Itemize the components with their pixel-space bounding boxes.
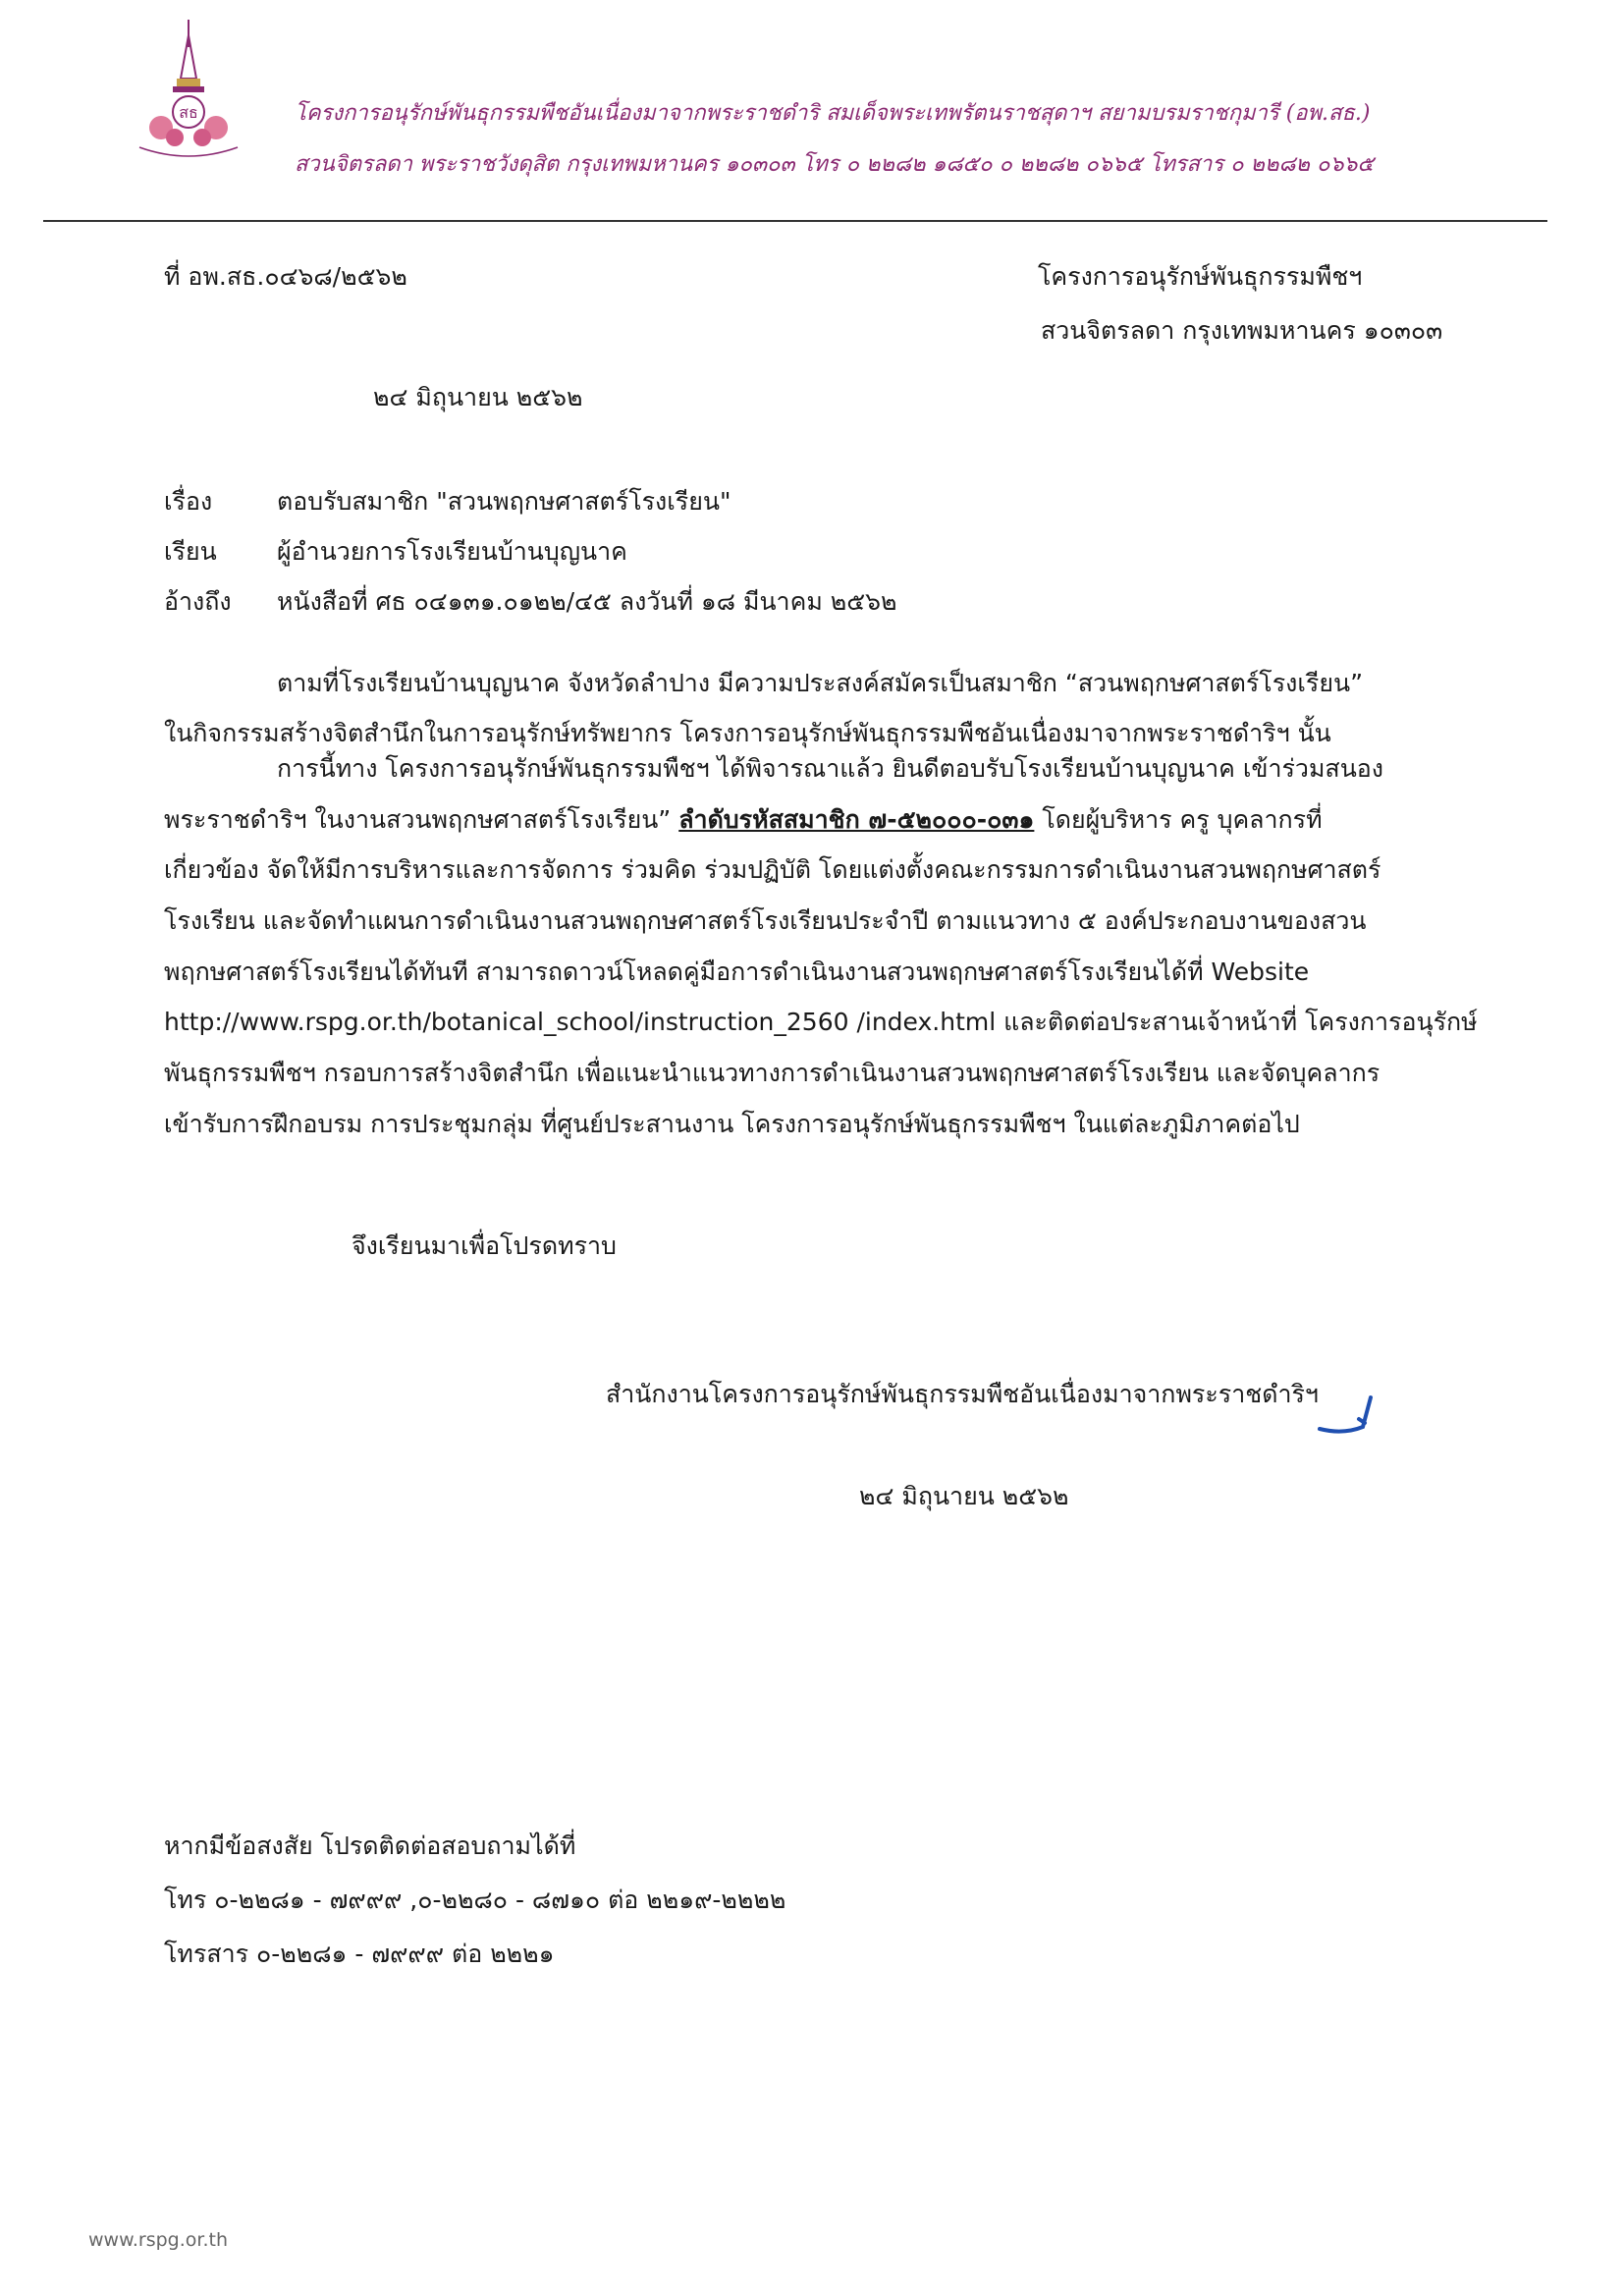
body-line: พันธุกรรมพืชฯ กรอบการสร้างจิตสำนึก เพื่อแนะนำแนวทางการดำเนินงานสวนพฤกษศาสตร์โรงเรียน และจัดบุคลากร xyxy=(164,1059,1380,1087)
closing-phrase: จึงเรียนมาเพื่อโปรดทราบ xyxy=(352,1231,617,1260)
body-line: ตามที่โรงเรียนบ้านบุญนาค จังหวัดลำปาง มีความประสงค์สมัครเป็นสมาชิก “สวนพฤกษศาสตร์โรงเรียน” xyxy=(277,669,1364,697)
letterhead-line-1: โครงการอนุรักษ์พันธุกรรมพืชอันเนื่องมาจากพระราชดำริ สมเด็จพระเทพรัตนราชสุดาฯ สยามบรมราชกุมารี (อพ.สธ.) xyxy=(295,101,1371,126)
contact-fax: โทรสาร ๐-๒๒๘๑ - ๗๙๙๙ ต่อ ๒๒๒๑ xyxy=(164,1940,555,1968)
body-text: โดยผู้บริหาร ครู บุคลากรที่ xyxy=(1034,805,1323,834)
letterhead-line-2: สวนจิตรลดา พระราชวังดุสิต กรุงเทพมหานคร ๑๐๓๐๓ โทร ๐ ๒๒๘๒ ๑๘๕๐ ๐ ๒๒๘๒ ๐๖๖๕ โทรสาร ๐ ๒๒๘๒ ๐๖๖๕ xyxy=(295,152,1375,177)
sender-org-line-1: โครงการอนุรักษ์พันธุกรรมพืชฯ xyxy=(1038,262,1363,291)
letter-date: ๒๔ มิถุนายน ๒๕๖๒ xyxy=(373,383,583,411)
body-line xyxy=(164,800,1323,840)
signing-office: สำนักงานโครงการอนุรักษ์พันธุกรรมพืชอันเนื่องมาจากพระราชดำริฯ xyxy=(606,1380,1319,1408)
reference-number: ที่ อพ.สธ.๐๔๖๘/๒๕๖๒ xyxy=(164,262,407,291)
reference-value: หนังสือที่ ศธ ๐๔๑๓๑.๐๑๒๒/๔๕ ลงวันที่ ๑๘ มีนาคม ๒๕๖๒ xyxy=(277,587,897,616)
body-line-url: http://www.rspg.or.th/botanical_school/instruction_2560 /index.html และติดต่อประสานเจ้าหน้าที่ โครงการอนุรักษ์ xyxy=(164,1008,1478,1036)
contact-phone: โทร ๐-๒๒๘๑ - ๗๙๙๙ ,๐-๒๒๘๐ - ๘๗๑๐ ต่อ ๒๒๑๙-๒๒๒๒ xyxy=(164,1886,786,1914)
recipient-label: เรียน xyxy=(164,537,217,566)
signature-date: ๒๔ มิถุนายน ๒๕๖๒ xyxy=(859,1482,1069,1510)
recipient-value: ผู้อำนวยการโรงเรียนบ้านบุญนาค xyxy=(277,537,627,566)
body-line: พฤกษศาสตร์โรงเรียนได้ทันที สามารถดาวน์โหลดคู่มือการดำเนินงานสวนพฤกษศาสตร์โรงเรียนได้ที่ Website xyxy=(164,957,1310,986)
rspg-emblem-icon xyxy=(132,18,245,165)
sender-org-line-2: สวนจิตรลดา กรุงเทพมหานคร ๑๐๓๐๓ xyxy=(1041,316,1443,345)
reference-label: อ้างถึง xyxy=(164,587,232,616)
member-code: ลำดับรหัสสมาชิก ๗-๕๒๐๐๐-๐๓๑ xyxy=(678,805,1035,834)
body-line: โรงเรียน และจัดทำแผนการดำเนินงานสวนพฤกษศาสตร์โรงเรียนประจำปี ตามแนวทาง ๕ องค์ประกอบงานของสวน xyxy=(164,906,1367,935)
body-line: ในกิจกรรมสร้างจิตสำนึกในการอนุรักษ์ทรัพยากร โครงการอนุรักษ์พันธุกรรมพืชอันเนื่องมาจากพระราชดำริฯ นั้น xyxy=(164,719,1331,747)
footer-website: www.rspg.or.th xyxy=(88,2229,229,2251)
header-divider xyxy=(43,220,1547,222)
subject-value: ตอบรับสมาชิก "สวนพฤกษศาสตร์โรงเรียน" xyxy=(277,487,731,516)
contact-heading: หากมีข้อสงสัย โปรดติดต่อสอบถามได้ที่ xyxy=(164,1831,576,1860)
body-line: การนี้ทาง โครงการอนุรักษ์พันธุกรรมพืชฯ ได้พิจารณาแล้ว ยินดีตอบรับโรงเรียนบ้านบุญนาค เข้าร่วมสนอง xyxy=(277,754,1384,783)
body-line: เข้ารับการฝึกอบรม การประชุมกลุ่ม ที่ศูนย์ประสานงาน โครงการอนุรักษ์พันธุกรรมพืชฯ ในแต่ละภูมิภาคต่อไป xyxy=(164,1110,1300,1138)
svg-text:สธ: สธ xyxy=(179,103,198,122)
body-line: เกี่ยวข้อง จัดให้มีการบริหารและการจัดการ ร่วมคิด ร่วมปฏิบัติ โดยแต่งตั้งคณะกรรมการดำเนินงานสวนพฤกษศาสตร์ xyxy=(164,855,1381,884)
body-text: พระราชดำริฯ ในงานสวนพฤกษศาสตร์โรงเรียน” xyxy=(164,805,679,834)
subject-label: เรื่อง xyxy=(164,487,213,516)
signature-mark-icon xyxy=(1314,1390,1382,1439)
